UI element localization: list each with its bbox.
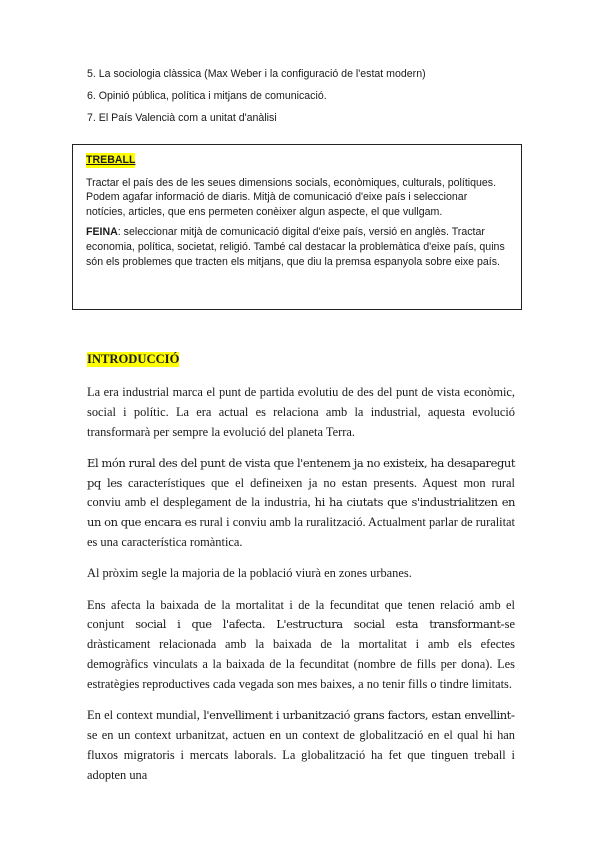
treball-title: TREBALL — [86, 154, 136, 166]
paragraph-4-part-b: social i que l'afecta. L'estructura social esta transformant — [135, 617, 501, 632]
intro-paragraph-4 — [87, 596, 515, 695]
intro-paragraph-5 — [87, 706, 515, 785]
paragraph-5-part-a: En el context mundial, — [87, 708, 204, 723]
feina-text: : seleccionar mitjà de comunicació digital d'eixe país, versió en anglès. Tractar economia, política, societat, religió. També cal destacar la problemàtica d'eixe país, quins són els problemes que tracten els mitjans, que diu la premsa espanyola sobre eixe país. — [86, 226, 505, 268]
intro-paragraph-1: La era industrial marca el punt de partida evolutiu de des del punt de vista econòmic, social i polític. La era actual es relaciona amb la industrial, aquesta evolució transformarà per sempre la evolució del planeta Terra. — [87, 385, 515, 439]
intro-heading: INTRODUCCIÓ — [87, 352, 180, 366]
list-item: 5. La sociologia clàssica (Max Weber i la configuració de l'estat modern) — [87, 68, 426, 80]
topic-list — [87, 68, 527, 134]
paragraph-2-part-c: hi ha ciutats que s'industrialitzen en un on que encara es — [87, 495, 515, 530]
intro-paragraph-2 — [87, 454, 515, 553]
feina-paragraph — [86, 225, 509, 269]
paragraph-5-part-b: l'envelliment i urbanització grans factors, estan envellint — [203, 708, 511, 723]
treball-box — [72, 144, 522, 310]
paragraph-2-part-a: El món rural des del punt de vista que l'entenem ja no existeix, ha desaparegut pq les — [87, 455, 515, 490]
intro-body — [87, 383, 515, 797]
paragraph-2-part-d: rural i conviu amb la ruralització. Actualment parlar de ruralitat es una característica romàntica. — [87, 515, 515, 550]
paragraph-4-part-a: Ens afecta la baixada de la mortalitat i de la fecunditat que tenen relació amb el conjunt — [87, 597, 515, 632]
intro-paragraph-3: Al pròxim segle la majoria de la població viurà en zones urbanes. — [87, 566, 412, 581]
treball-paragraph: Tractar el país des de les seues dimensions socials, econòmiques, culturals, polítiques. Podem agafar informació de diaris. Mitjà de comunicació d'eixe país i seleccionar notícies, articles, que ens permeten conèixer algun aspecte, el que vullgam. — [86, 176, 497, 218]
list-item: 7. El País Valencià com a unitat d'anàlisi — [87, 112, 277, 124]
paragraph-2-part-b: característiques que el defineixen ja no estan presents. Aquest mon rural conviu amb el desplegament de la industria, — [87, 475, 515, 510]
list-item: 6. Opinió pública, política i mitjans de comunicació. — [87, 90, 327, 102]
paragraph-4-part-c: -se dràsticament relacionada amb la baixada de la mortalitat i amb els efectes demogràfics vinculats a la baixada de la fecunditat (nombre de fills per dona). Les estratègies reproductives cada vegada son mes baixes, a no tenir fills o tindre limitats. — [87, 617, 515, 691]
feina-label: FEINA — [86, 226, 118, 239]
paragraph-5-part-c: -se en un context urbanitzat, actuen en un context de globalització en el qual hi han fluxos migratoris i mercats laborals. La globalització ha fet que tinguen treball i adopten una — [87, 708, 515, 782]
